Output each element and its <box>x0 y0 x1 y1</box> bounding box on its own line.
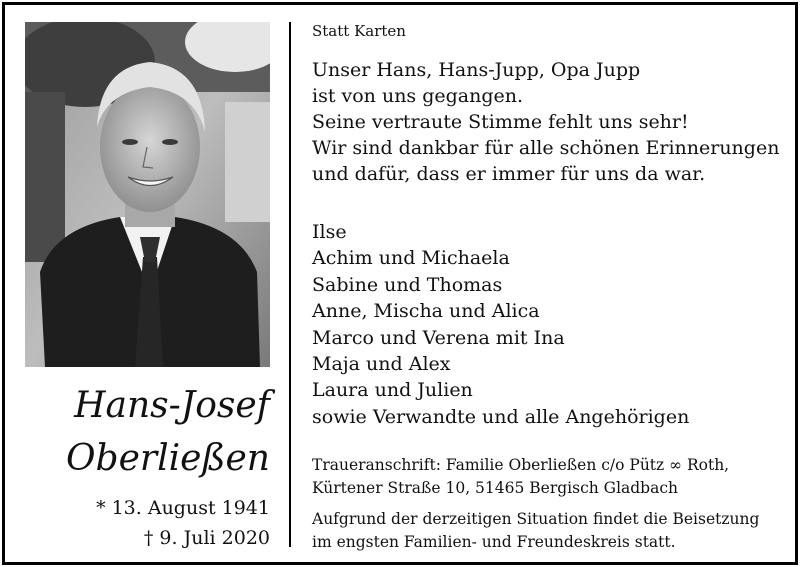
birth-date: 13. August 1941 <box>111 497 270 519</box>
right-column <box>312 5 787 562</box>
death-date-row <box>144 526 270 550</box>
address-line-1: Traueranschrift: Familie Oberließen c/o Pütz ∞ Roth, <box>312 456 730 474</box>
statt-karten-label: Statt Karten <box>312 22 406 40</box>
portrait-photo <box>25 22 270 367</box>
mourner-line: sowie Verwandte und alle Angehörigen <box>312 405 690 428</box>
deceased-last-name: Oberließen <box>66 438 270 479</box>
vertical-divider <box>289 22 291 547</box>
mourner-line: Sabine und Thomas <box>312 273 503 296</box>
notice-line-2: im engsten Familien- und Freundeskreis statt. <box>312 533 676 551</box>
birth-date-row <box>96 496 270 520</box>
mourner-line: Anne, Mischa und Alica <box>312 300 540 323</box>
poem-line: und dafür, dass er immer für uns da war. <box>312 163 706 185</box>
mourner-line: Laura und Julien <box>312 379 473 402</box>
poem-text <box>312 57 779 187</box>
left-column <box>5 5 290 562</box>
burial-notice <box>312 508 759 554</box>
poem-line: ist von uns gegangen. <box>312 85 524 107</box>
poem-line: Unser Hans, Hans-Jupp, Opa Jupp <box>312 59 641 81</box>
mourner-line: Achim und Michaela <box>312 247 510 270</box>
mourners-list <box>312 219 689 430</box>
poem-line: Wir sind dankbar für alle schönen Erinnerungen <box>312 137 780 159</box>
mourner-line: Marco und Verena mit Ina <box>312 326 565 349</box>
death-date: 9. Juli 2020 <box>159 527 270 549</box>
poem-line: Seine vertraute Stimme fehlt uns sehr! <box>312 111 689 133</box>
mourner-line: Ilse <box>312 221 347 243</box>
notice-line-1: Aufgrund der derzeitigen Situation findet die Beisetzung <box>312 510 760 528</box>
death-cross-icon: † <box>143 527 154 549</box>
deceased-first-name: Hans-Josef <box>74 385 270 426</box>
obituary-card <box>2 2 798 565</box>
mourner-line: Maja und Alex <box>312 353 451 376</box>
address-line-2: Kürtener Straße 10, 51465 Bergisch Gladbach <box>312 479 679 497</box>
mourning-address <box>312 454 729 500</box>
birth-star-icon: * <box>96 497 106 519</box>
portrait-image <box>25 22 270 367</box>
